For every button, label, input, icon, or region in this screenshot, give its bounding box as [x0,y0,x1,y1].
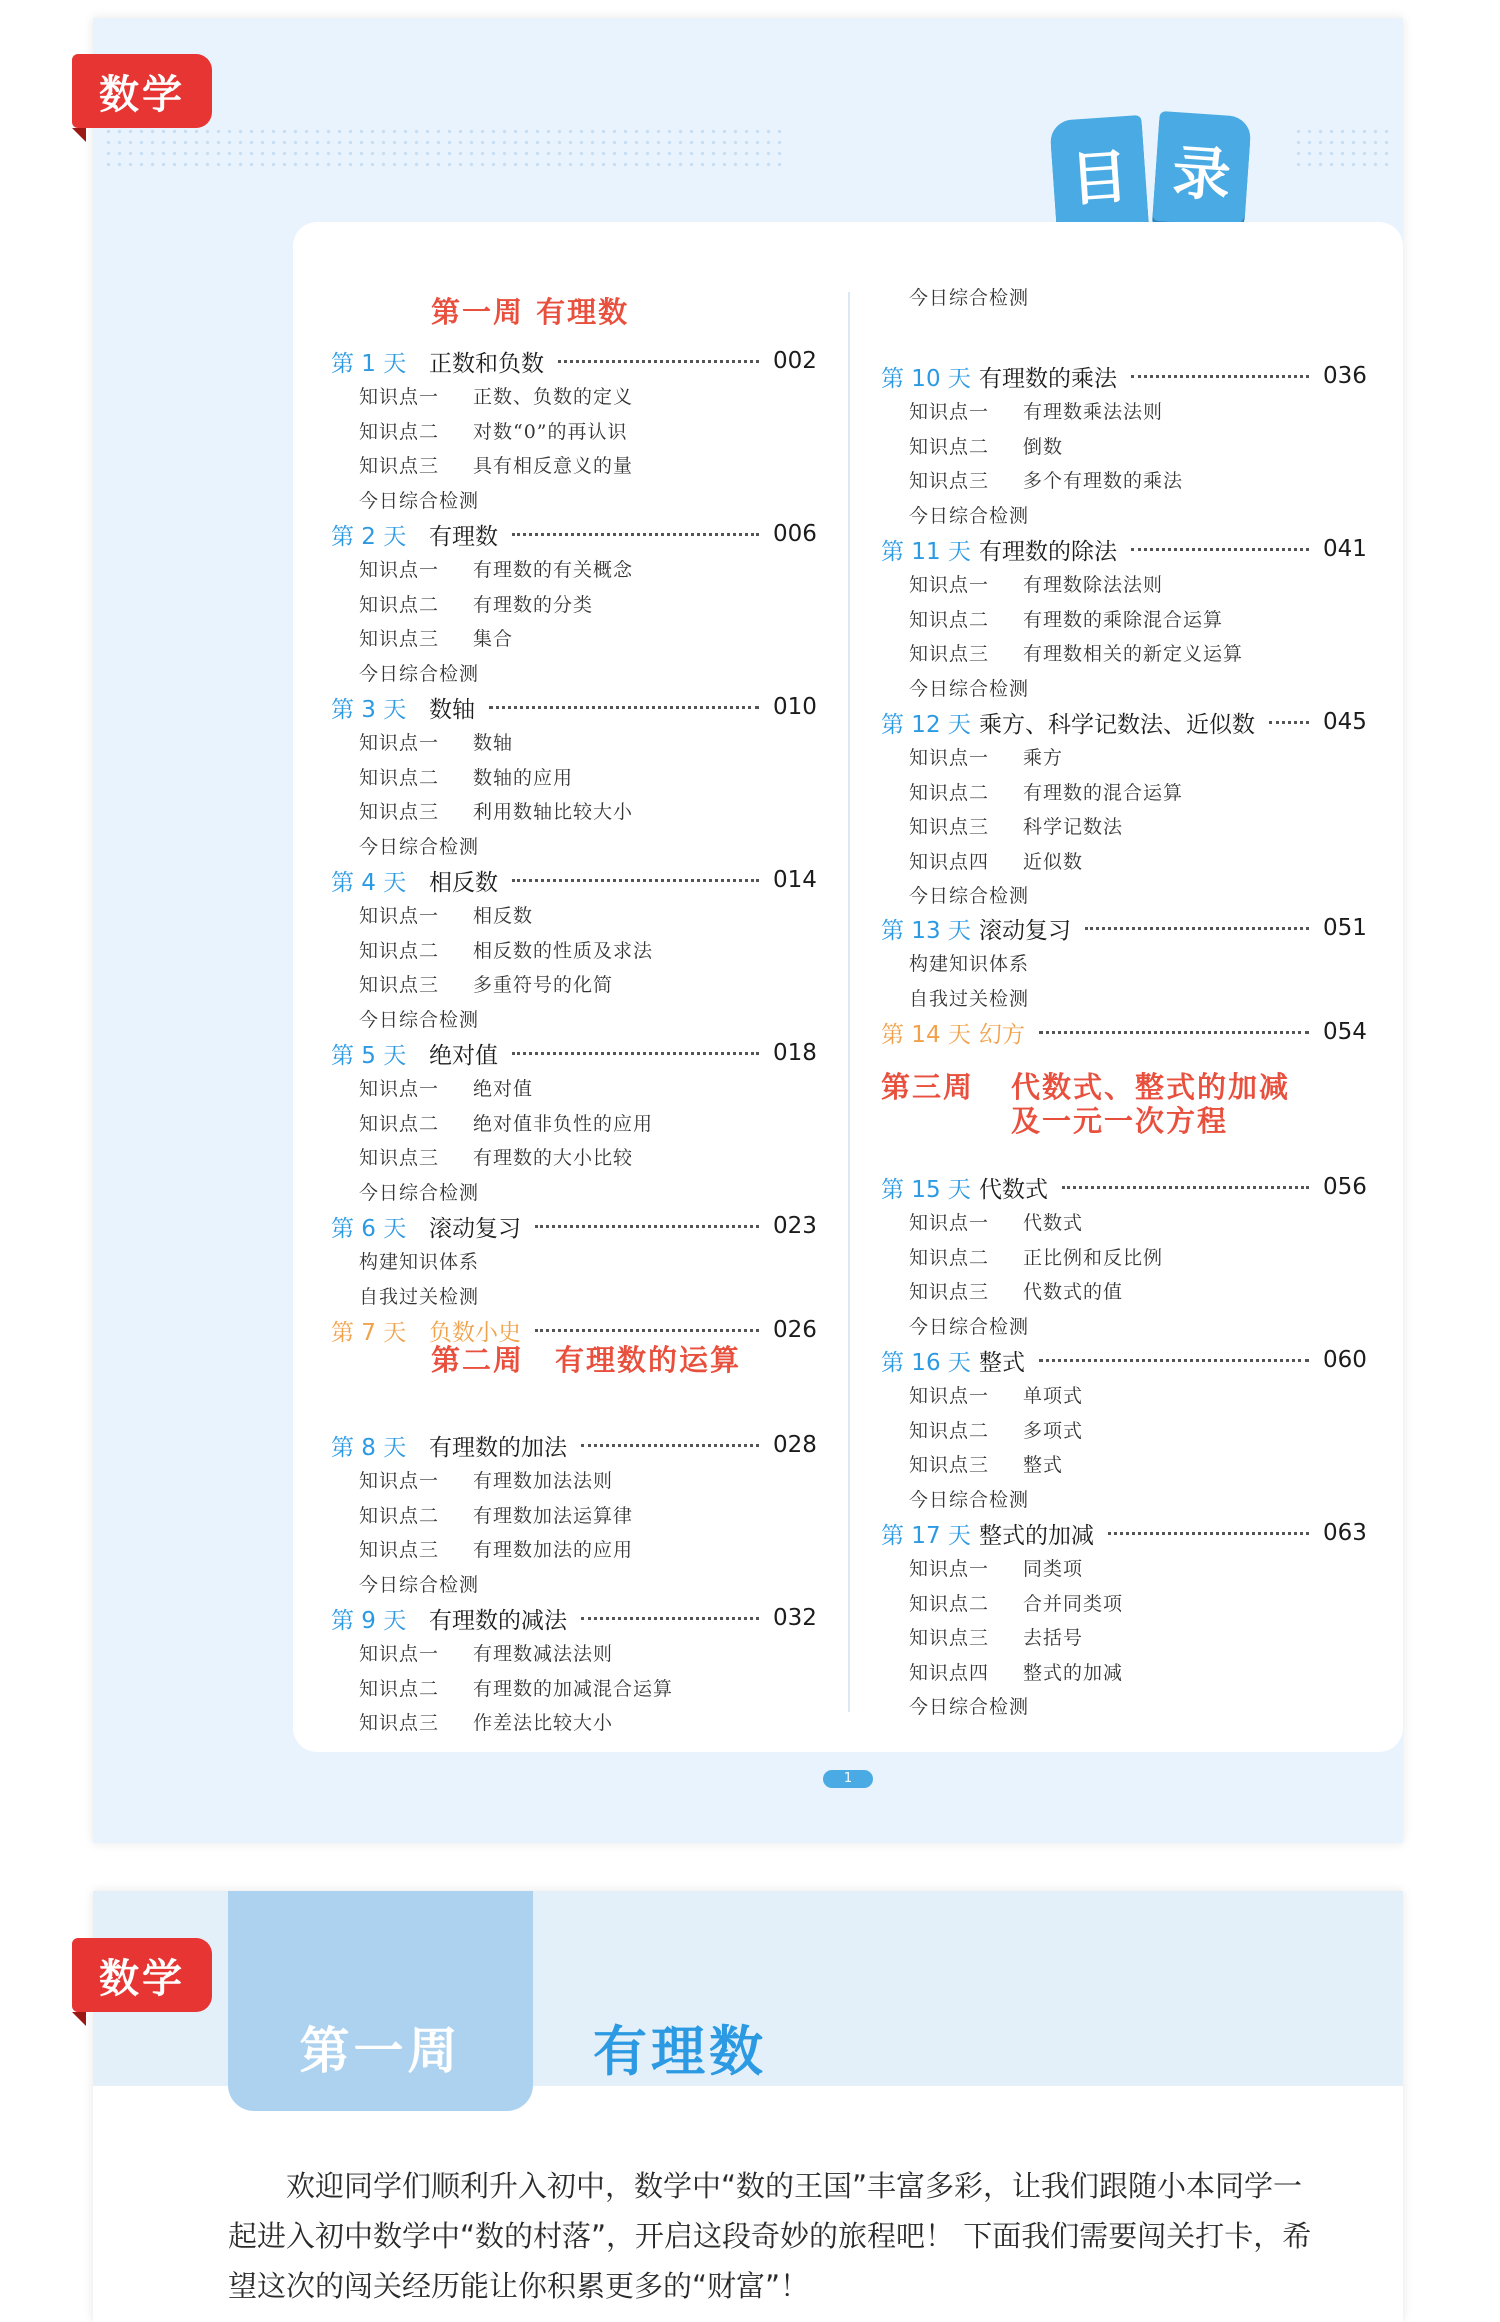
subitem-label: 知识点一 [359,559,440,581]
subitem-label: 知识点一 [359,1470,440,1492]
subitem-label: 知识点一 [359,732,440,754]
toc-day-entry[interactable] [881,1518,1369,1548]
subitem-topic: 有理数除法法则 [1023,574,1164,596]
toc-subitem[interactable] [909,1450,1063,1477]
subitem-label: 今日综合检测 [909,505,1030,527]
day-number: 第 10 天 [881,365,971,392]
toc-subitem[interactable] [909,881,1029,908]
page-number: 014 [773,867,817,893]
subitem-label: 知识点二 [909,1593,990,1615]
subitem-topic: 去括号 [1023,1627,1084,1649]
subitem-label: 知识点三 [359,628,440,650]
dot-leader [1039,1030,1309,1034]
toc-subitem[interactable] [909,778,1183,805]
toc-day-entry[interactable] [331,519,819,549]
toc-subitem[interactable] [909,1623,1083,1650]
subitem-topic: 近似数 [1023,851,1084,873]
subitem-topic: 绝对值非负性的应用 [473,1113,654,1135]
subitem-label: 知识点二 [359,594,440,616]
toc-day-entry[interactable] [881,913,1369,943]
page-number: 032 [773,1605,817,1631]
toc-subitem[interactable] [909,1658,1123,1685]
day-title: 乘方、科学记数法、近似数 [979,711,1255,738]
dot-leader [1085,926,1309,930]
dot-leader [1131,547,1309,551]
toc-subitem[interactable] [359,970,613,997]
page-number: 036 [1323,363,1367,389]
subitem-label: 知识点四 [909,1662,990,1684]
subitem-label: 今日综合检测 [909,1489,1030,1511]
subject-badge: 数学 [72,1938,212,2012]
subitem-label: 知识点二 [909,782,990,804]
page-number: 056 [1323,1174,1367,1200]
toc-day-entry[interactable] [331,1315,819,1345]
day-title: 幻方 [979,1021,1025,1048]
subitem-label: 知识点三 [909,1454,990,1476]
subitem-topic: 同类项 [1023,1558,1084,1580]
day-title: 滚动复习 [979,917,1071,944]
subitem-label: 今日综合检测 [909,1316,1030,1338]
subitem-label: 知识点三 [359,455,440,477]
week-heading: 第一周 有理数 [431,295,630,329]
subitem-label: 自我过关检测 [909,988,1030,1010]
subitem-label: 知识点一 [909,747,990,769]
dot-leader [535,1224,759,1228]
toc-subitem[interactable] [909,283,1029,310]
day-title: 有理数的乘法 [979,365,1117,392]
page-number: 006 [773,521,817,547]
day-title: 有理数 [429,523,498,550]
subitem-topic: 合并同类项 [1023,1593,1124,1615]
page-number: 054 [1323,1019,1367,1045]
week-heading [881,1070,1290,1138]
dot-leader [1062,1185,1309,1189]
subitem-topic: 有理数的分类 [473,594,594,616]
subitem-topic: 整式 [1023,1454,1064,1476]
toc-heading-char-2: 录 [1152,111,1251,227]
subitem-label: 知识点二 [909,609,990,631]
subitem-topic: 有理数加法法则 [473,1470,614,1492]
toc-subitem[interactable] [909,1485,1029,1512]
day-number: 第 4 天 [331,869,407,896]
day-title: 有理数的除法 [979,538,1117,565]
day-number: 第 14 天 [881,1021,971,1048]
subitem-topic: 整式的加减 [1023,1662,1124,1684]
week-heading: 第二周 有理数的运算 [431,1343,742,1377]
subitem-label: 今日综合检测 [359,663,480,685]
toc-subitem[interactable] [359,1639,613,1666]
subitem-topic: 相反数的性质及求法 [473,940,654,962]
dot-leader [489,705,759,709]
dot-leader [1131,374,1309,378]
subitem-label: 今日综合检测 [909,678,1030,700]
subitem-topic: 有理数减法法则 [473,1643,614,1665]
subitem-topic: 倒数 [1023,436,1064,458]
page-number: 002 [773,348,817,374]
toc-subitem[interactable] [909,1692,1029,1719]
dot-leader [535,1328,759,1332]
toc-subitem[interactable] [359,1143,633,1170]
toc-subitem[interactable] [909,1312,1029,1339]
toc-subitem[interactable] [359,1247,479,1274]
day-title: 代数式 [979,1176,1048,1203]
page-number: 023 [773,1213,817,1239]
day-title: 负数小史 [429,1319,521,1346]
page-number: 045 [1323,709,1367,735]
week-tab-label: 第一周 [299,2022,462,2080]
day-number: 第 5 天 [331,1042,407,1069]
toc-subitem[interactable] [359,832,479,859]
subitem-topic: 有理数的混合运算 [1023,782,1184,804]
subitem-label: 知识点三 [359,1147,440,1169]
day-title: 数轴 [429,696,475,723]
subitem-topic: 有理数的有关概念 [473,559,634,581]
subitem-topic: 正数、负数的定义 [473,386,634,408]
subitem-topic: 有理数相关的新定义运算 [1023,643,1244,665]
subitem-label: 知识点三 [359,1712,440,1734]
week-heading-line: 及一元一次方程 [1011,1104,1229,1138]
subitem-label: 知识点二 [909,1420,990,1442]
toc-subitem[interactable] [359,1501,633,1528]
toc-subitem[interactable] [909,570,1163,597]
subitem-label: 知识点一 [909,1558,990,1580]
day-title: 整式 [979,1349,1025,1376]
toc-subitem[interactable] [359,1535,633,1562]
page-number: 063 [1323,1520,1367,1546]
toc-subitem[interactable] [359,1109,653,1136]
day-title: 绝对值 [429,1042,498,1069]
toc-subitem[interactable] [359,382,633,409]
page-number: 051 [1323,915,1367,941]
day-number: 第 1 天 [331,350,407,377]
toc-card [293,222,1403,1752]
toc-day-entry[interactable] [881,534,1369,564]
subitem-topic: 有理数的加减混合运算 [473,1678,674,1700]
column-divider [848,292,850,1712]
subitem-label: 知识点一 [909,574,990,596]
subitem-label: 知识点一 [359,1078,440,1100]
subitem-topic: 有理数乘法法则 [1023,401,1164,423]
toc-day-entry[interactable] [331,1038,819,1068]
day-number: 第 16 天 [881,1349,971,1376]
subitem-topic: 数轴 [473,732,514,754]
toc-day-entry[interactable] [881,1017,1369,1047]
day-number: 第 15 天 [881,1176,971,1203]
dot-leader [512,1051,759,1055]
toc-subitem[interactable] [359,1674,673,1701]
dot-pattern [103,126,783,170]
toc-subitem[interactable] [359,1074,533,1101]
toc-page [93,18,1403,1843]
toc-day-entry[interactable] [331,1430,819,1460]
subitem-topic: 多重符号的化简 [473,974,614,996]
subitem-topic: 代数式的值 [1023,1281,1124,1303]
subitem-label: 知识点三 [909,470,990,492]
toc-heading-char-1: 目 [1049,115,1148,231]
toc-subitem[interactable] [359,417,628,444]
toc-subitem[interactable] [909,466,1183,493]
subitem-topic: 数轴的应用 [473,767,574,789]
subitem-label: 今日综合检测 [359,1009,480,1031]
page-number: 010 [773,694,817,720]
day-number: 第 8 天 [331,1434,407,1461]
subitem-label: 构建知识体系 [909,953,1030,975]
subitem-label: 构建知识体系 [359,1251,480,1273]
subitem-topic: 正比例和反比例 [1023,1247,1164,1269]
toc-subitem[interactable] [909,501,1029,528]
subitem-topic: 有理数加法运算律 [473,1505,634,1527]
toc-subitem[interactable] [359,659,479,686]
page-number: 041 [1323,536,1367,562]
subitem-label: 知识点一 [909,1212,990,1234]
toc-subitem[interactable] [909,1208,1083,1235]
toc-subitem[interactable] [359,763,573,790]
toc-subitem[interactable] [909,1277,1123,1304]
subitem-label: 知识点二 [359,421,440,443]
toc-subitem[interactable] [909,1416,1083,1443]
dot-leader [558,359,759,363]
dot-leader [1108,1531,1309,1535]
toc-day-entry[interactable] [331,1211,819,1241]
toc-subitem[interactable] [359,728,513,755]
toc-subitem[interactable] [909,432,1063,459]
page-number: 026 [773,1317,817,1343]
toc-subitem[interactable] [359,1570,479,1597]
toc-subitem[interactable] [359,624,513,651]
toc-subitem[interactable] [359,1178,479,1205]
subitem-label: 今日综合检测 [359,1182,480,1204]
subitem-label: 知识点三 [359,801,440,823]
subitem-label: 今日综合检测 [359,836,480,858]
subitem-topic: 有理数的大小比较 [473,1147,634,1169]
day-title: 有理数的加法 [429,1434,567,1461]
subitem-label: 今日综合检测 [359,1574,480,1596]
subitem-topic: 有理数加法的应用 [473,1539,634,1561]
toc-subitem[interactable] [909,1381,1083,1408]
day-number: 第 6 天 [331,1215,407,1242]
toc-day-entry[interactable] [881,361,1369,391]
day-number: 第 17 天 [881,1522,971,1549]
page-number: 060 [1323,1347,1367,1373]
toc-subitem[interactable] [359,1282,479,1309]
subitem-label: 知识点一 [909,1385,990,1407]
toc-day-entry[interactable] [881,707,1369,737]
toc-day-entry[interactable] [331,346,819,376]
subitem-label: 知识点四 [909,851,990,873]
toc-subitem[interactable] [909,674,1029,701]
toc-subitem[interactable] [909,812,1123,839]
subitem-label: 知识点一 [359,386,440,408]
subitem-label: 知识点三 [909,816,990,838]
toc-subitem[interactable] [359,555,633,582]
day-number: 第 9 天 [331,1607,407,1634]
subitem-label: 知识点三 [909,643,990,665]
subitem-label: 知识点二 [359,767,440,789]
chapter-intro: 欢迎同学们顺利升入初中，数学中“数的王国”丰富多彩，让我们跟随小本同学一起进入初中数学中“数的村落”，开启这段奇妙的旅程吧！ 下面我们需要闯关打卡，希望这次的闯关经历能让你积累更多的“财富”！ [228,2169,1312,2303]
subitem-label: 知识点二 [359,1678,440,1700]
week-heading-line: 代数式、整式的加减 [1011,1070,1291,1104]
subitem-topic: 具有相反意义的量 [473,455,634,477]
dot-leader [581,1443,759,1447]
subitem-label: 今日综合检测 [909,1696,1030,1718]
subitem-label: 知识点三 [359,1539,440,1561]
dot-leader [512,532,759,536]
day-number: 第 7 天 [331,1319,407,1346]
subitem-label: 知识点二 [359,1505,440,1527]
dot-leader [1039,1358,1309,1362]
subitem-label: 知识点三 [359,974,440,996]
toc-day-entry[interactable] [881,1172,1369,1202]
subitem-topic: 乘方 [1023,747,1064,769]
toc-subitem[interactable] [359,797,633,824]
subitem-topic: 单项式 [1023,1385,1084,1407]
subitem-label: 知识点一 [359,1643,440,1665]
dot-leader [1269,720,1309,724]
toc-day-entry[interactable] [881,1345,1369,1375]
toc-subitem[interactable] [909,984,1029,1011]
week-heading-prefix: 第三周 [881,1070,975,1104]
subitem-topic: 对数“0”的再认识 [473,421,628,443]
subitem-label: 自我过关检测 [359,1286,480,1308]
toc-subitem[interactable] [909,605,1223,632]
dot-pattern [1293,126,1393,170]
subitem-label: 知识点二 [359,940,440,962]
toc-subitem[interactable] [359,901,533,928]
subitem-label: 知识点二 [359,1113,440,1135]
dot-leader [512,878,759,882]
subitem-label: 今日综合检测 [909,287,1030,309]
day-number: 第 11 天 [881,538,971,565]
subitem-label: 知识点一 [909,401,990,423]
subitem-label: 知识点二 [909,1247,990,1269]
day-number: 第 12 天 [881,711,971,738]
toc-subitem[interactable] [359,1005,479,1032]
toc-day-entry[interactable] [331,865,819,895]
toc-subitem[interactable] [359,1708,613,1735]
toc-subitem[interactable] [909,949,1029,976]
day-number: 第 3 天 [331,696,407,723]
week-tab [228,1891,533,2111]
subitem-label: 知识点一 [359,905,440,927]
day-number: 第 2 天 [331,523,407,550]
subitem-label: 今日综合检测 [909,885,1030,907]
toc-subitem[interactable] [909,1554,1083,1581]
subitem-label: 知识点三 [909,1281,990,1303]
toc-subitem[interactable] [909,1243,1163,1270]
page-number: 028 [773,1432,817,1458]
subitem-topic: 相反数 [473,905,534,927]
day-title: 正数和负数 [429,350,544,377]
toc-day-entry[interactable] [331,1603,819,1633]
day-title: 整式的加减 [979,1522,1094,1549]
subitem-topic: 科学记数法 [1023,816,1124,838]
day-title: 有理数的减法 [429,1607,567,1634]
toc-subitem[interactable] [359,590,593,617]
subitem-topic: 利用数轴比较大小 [473,801,634,823]
dot-leader [581,1616,759,1620]
toc-subitem[interactable] [909,1589,1123,1616]
subitem-topic: 绝对值 [473,1078,534,1100]
subitem-topic: 有理数的乘除混合运算 [1023,609,1224,631]
toc-subitem[interactable] [909,639,1243,666]
toc-subitem[interactable] [909,397,1163,424]
toc-subitem[interactable] [359,1466,613,1493]
subitem-topic: 作差法比较大小 [473,1712,614,1734]
subitem-label: 今日综合检测 [359,490,480,512]
toc-day-entry[interactable] [331,692,819,722]
toc-subitem[interactable] [909,847,1083,874]
chapter-title: 有理数 [593,2020,767,2083]
subitem-label: 知识点二 [909,436,990,458]
subitem-topic: 多个有理数的乘法 [1023,470,1184,492]
toc-subitem[interactable] [359,451,633,478]
day-number: 第 13 天 [881,917,971,944]
subitem-topic: 集合 [473,628,514,650]
chapter-page [93,1891,1403,2322]
subitem-topic: 代数式 [1023,1212,1084,1234]
page-indicator: 1 [823,1770,873,1788]
subitem-label: 知识点三 [909,1627,990,1649]
subject-badge: 数学 [72,54,212,128]
day-title: 相反数 [429,869,498,896]
day-title: 滚动复习 [429,1215,521,1242]
page-number: 018 [773,1040,817,1066]
subitem-topic: 多项式 [1023,1420,1084,1442]
toc-subitem[interactable] [909,743,1063,770]
toc-subitem[interactable] [359,486,479,513]
toc-subitem[interactable] [359,936,653,963]
